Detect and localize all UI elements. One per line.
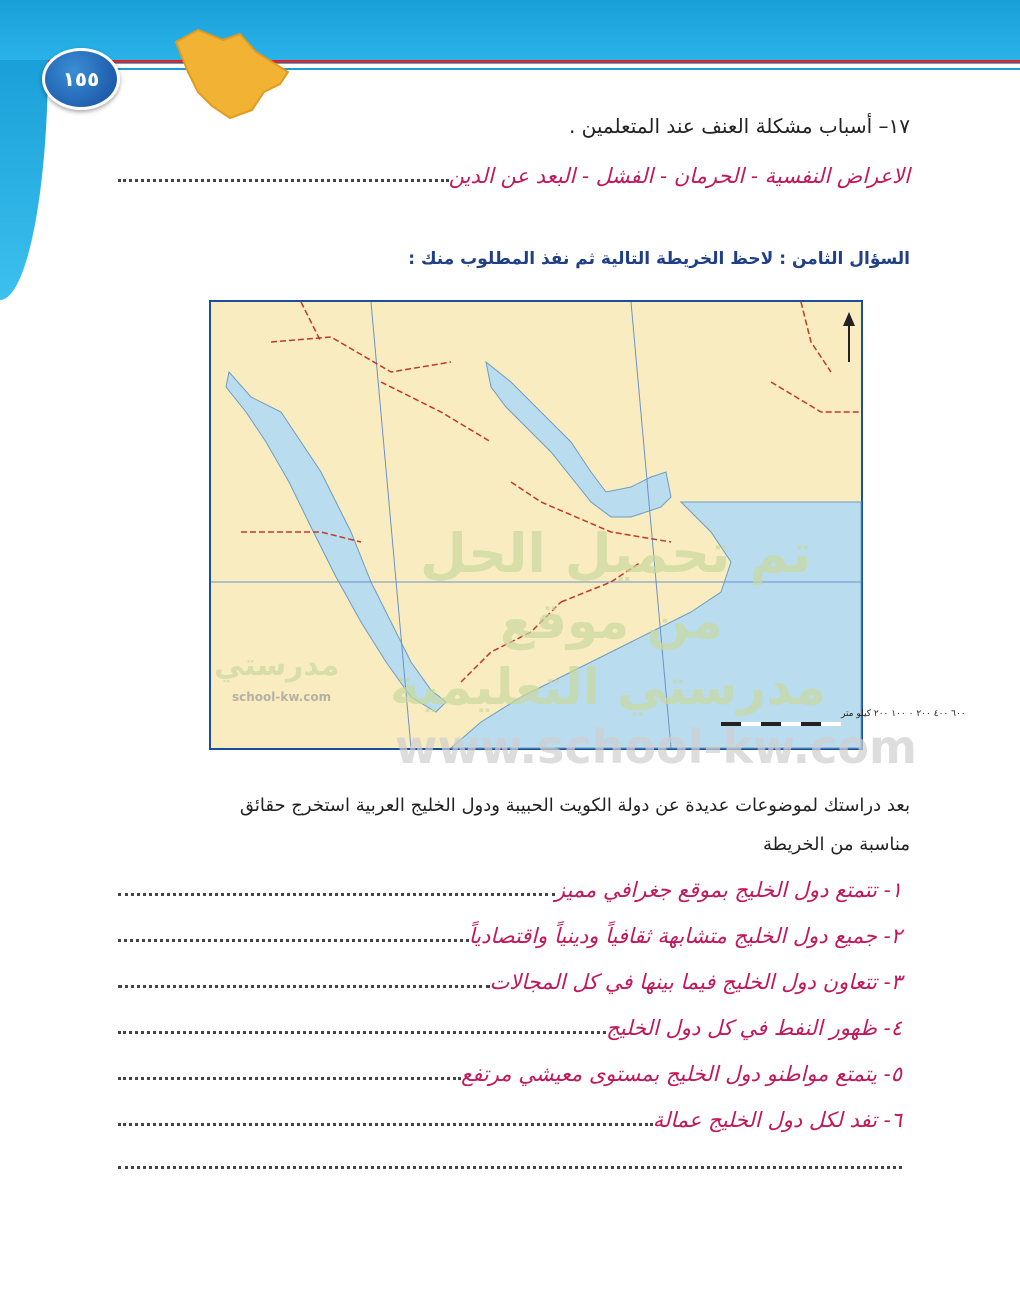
question-17-answer: الاعراض النفسية - الحرمان - الفشل - البعد عن الدين: [448, 164, 910, 188]
answer-text: ٣- تتعاون دول الخليج فيما بينها في كل المجالات: [489, 970, 902, 994]
scale-bar: [721, 722, 841, 726]
dotted-line: [118, 893, 555, 896]
question-8-title: السؤال الثامن : لاحظ الخريطة التالية ثم نفذ المطلوب منك :: [408, 249, 910, 269]
watermark-line-1: تم تحميل الحل: [420, 522, 812, 585]
header-band: [0, 0, 1020, 64]
answer-row: [118, 1056, 902, 1086]
question-17-answer-row: [118, 158, 910, 188]
dotted-line: [118, 1077, 461, 1080]
dotted-line: [118, 939, 469, 942]
watermark-small-url: school-kw.com: [232, 690, 332, 704]
instructions-line-1: بعد دراستك لموضوعات عديدة عن دولة الكويت الحبيبة ودول الخليج العربية استخرج حقائق: [239, 795, 910, 816]
answer-text: ٢- جميع دول الخليج متشابهة ثقافياً ودينياً واقتصادياً: [468, 924, 902, 948]
watermark-logo: مدرستي: [214, 648, 340, 683]
answer-text: ٤- ظهور النفط في كل دول الخليج: [606, 1016, 902, 1040]
answer-text: ٦- تفد لكل دول الخليج عمالة: [652, 1108, 902, 1132]
north-arrow-icon: [843, 312, 855, 362]
page-number-badge: ١٥٥: [42, 48, 120, 110]
dotted-line: [118, 1031, 606, 1034]
dotted-line: [118, 985, 490, 988]
watermark-line-3: مدرستي التعليمية: [390, 658, 826, 716]
answer-row: [118, 1102, 902, 1132]
answer-row: [118, 1010, 902, 1040]
scale-label: ٦٠٠ ٤٠٠ ٢٠٠ ٠ ١٠٠ ٢٠٠ كيلو متر: [841, 709, 966, 719]
dotted-line: [118, 1123, 653, 1126]
answer-text: ١- تتمتع دول الخليج بموقع جغرافي مميز: [554, 878, 902, 902]
red-sea: [226, 372, 446, 712]
answer-row: [118, 964, 902, 994]
header-blue-stripe: [0, 68, 1020, 70]
question-17-text: ١٧– أسباب مشكلة العنف عند المتعلمين .: [568, 114, 910, 138]
watermark-line-2: من موقع: [500, 592, 723, 650]
answer-row: [118, 918, 902, 948]
answer-row: [118, 872, 902, 902]
header-red-stripe: [0, 60, 1020, 63]
instructions-line-2: مناسبة من الخريطة: [763, 834, 910, 855]
watermark-url: www.school-kw.com: [395, 720, 917, 774]
dotted-line: [118, 179, 449, 182]
left-decorative-curve: [0, 60, 48, 300]
answer-text: ٥- يتمتع مواطنو دول الخليج بمستوى معيشي مرتفع: [461, 1062, 902, 1086]
empty-dotted-line: [118, 1152, 902, 1169]
gulf-map-icon: [168, 22, 298, 122]
